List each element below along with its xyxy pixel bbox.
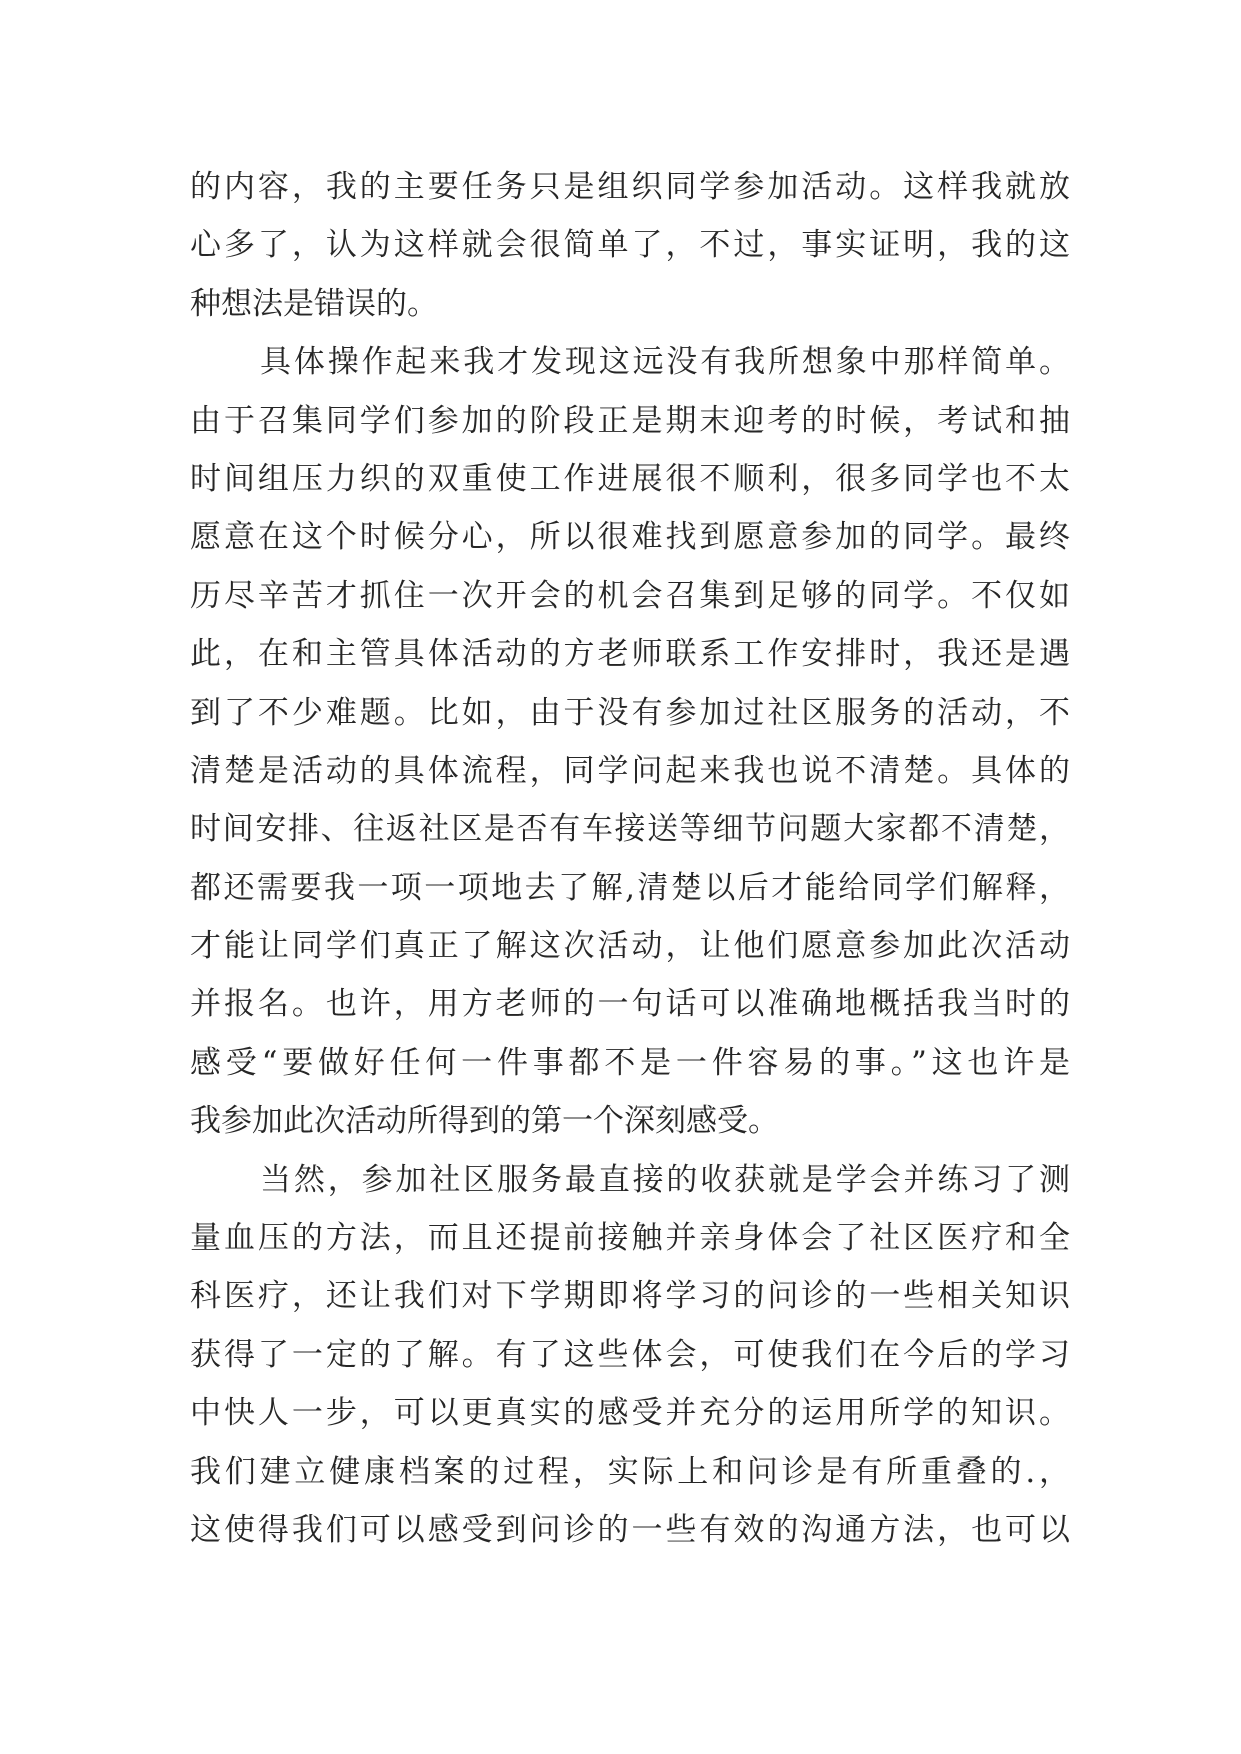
body-text [190, 158, 1070, 1559]
text-line: 都还需要我一项一项地去了解,清楚以后才能给同学们解释， [190, 869, 1070, 906]
text-line: 我参加此次活动所得到的第一个深刻感受。 [190, 1103, 779, 1140]
text-line: 种想法是错误的。 [190, 285, 438, 322]
text-line: 时间安排、往返社区是否有车接送等细节问题大家都不清楚， [190, 811, 1070, 848]
text-line: 具体操作起来我才发现这远没有我所想象中那样简单。 [260, 344, 1070, 381]
text-line: 此，在和主管具体活动的方老师联系工作安排时，我还是遇 [190, 636, 1070, 673]
text-line: 科医疗，还让我们对下学期即将学习的问诊的一些相关知识 [190, 1278, 1070, 1315]
text-line: 由于召集同学们参加的阶段正是期末迎考的时候，考试和抽 [190, 402, 1070, 439]
text-line: 才能让同学们真正了解这次活动，让他们愿意参加此次活动 [190, 928, 1070, 965]
text-line: 心多了，认为这样就会很简单了，不过，事实证明，我的这 [190, 227, 1070, 264]
text-line: 清楚是活动的具体流程，同学问起来我也说不清楚。具体的 [190, 752, 1070, 789]
text-line: 感受“要做好任何一件事都不是一件容易的事。”这也许是 [190, 1044, 1070, 1081]
text-line: 获得了一定的了解。有了这些体会，可使我们在今后的学习 [190, 1336, 1070, 1373]
text-line: 愿意在这个时候分心，所以很难找到愿意参加的同学。最终 [190, 519, 1070, 556]
text-line: 时间组压力织的双重使工作进展很不顺利，很多同学也不太 [190, 460, 1070, 497]
text-line: 中快人一步，可以更真实的感受并充分的运用所学的知识。 [190, 1395, 1070, 1432]
text-line: 到了不少难题。比如，由于没有参加过社区服务的活动，不 [190, 694, 1070, 731]
text-line: 历尽辛苦才抓住一次开会的机会召集到足够的同学。不仅如 [190, 577, 1070, 614]
text-line: 当然，参加社区服务最直接的收获就是学会并练习了测 [260, 1161, 1070, 1198]
text-line: 我们建立健康档案的过程，实际上和问诊是有所重叠的.， [190, 1453, 1070, 1490]
text-line: 并报名。也许，用方老师的一句话可以准确地概括我当时的 [190, 986, 1070, 1023]
text-line: 量血压的方法，而且还提前接触并亲身体会了社区医疗和全 [190, 1220, 1070, 1257]
text-line: 的内容，我的主要任务只是组织同学参加活动。这样我就放 [190, 169, 1070, 205]
text-line: 这使得我们可以感受到问诊的一些有效的沟通方法，也可以 [190, 1511, 1070, 1548]
